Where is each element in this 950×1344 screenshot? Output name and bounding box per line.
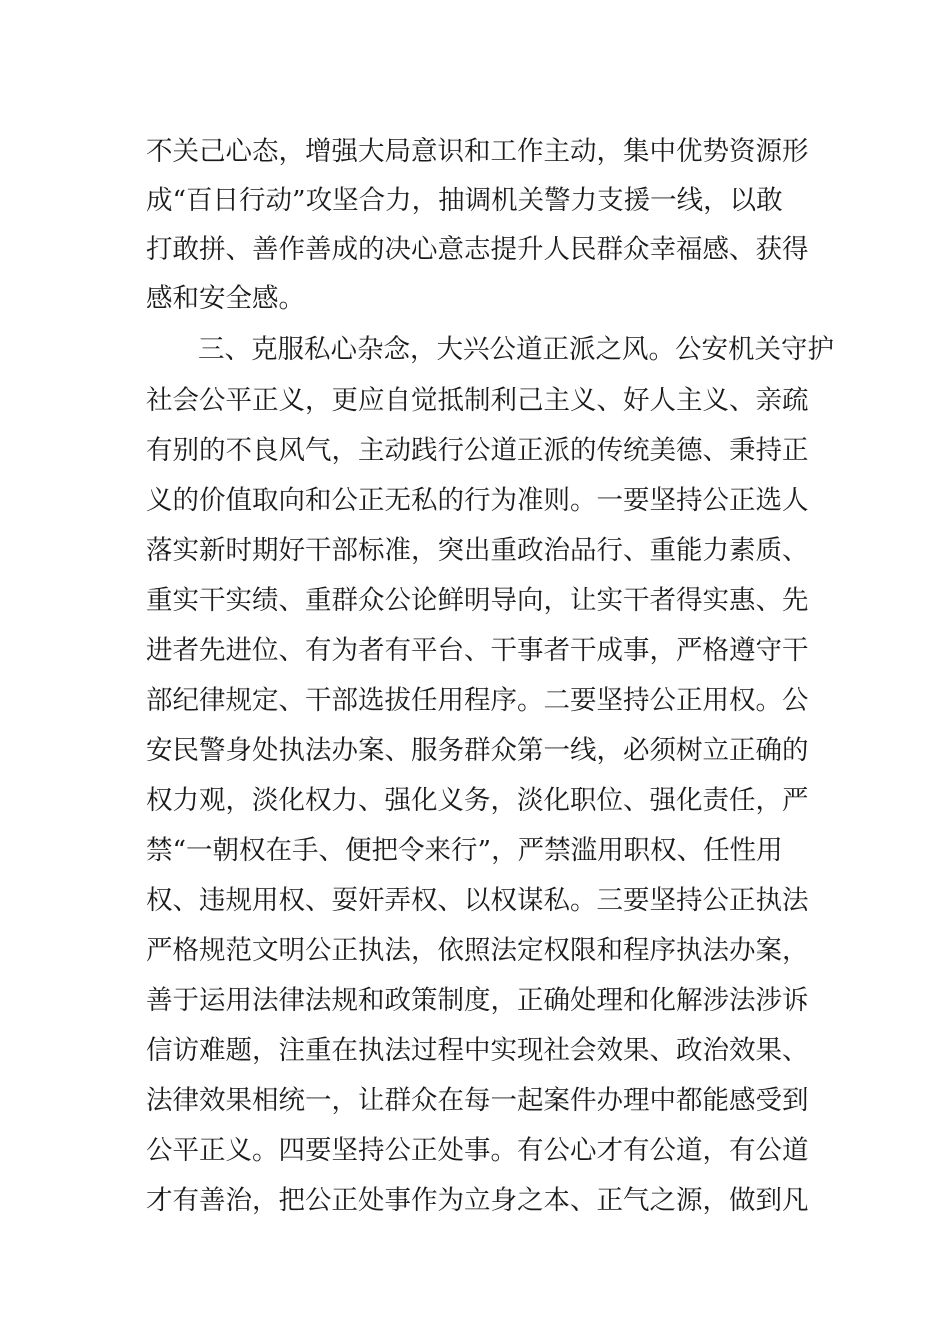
text-line: 落实新时期好干部标准，突出重政治品行、重能力素质、 bbox=[146, 535, 809, 566]
text-line: 社会公平正义，更应自觉抵制利己主义、好人主义、亲疏 bbox=[146, 385, 809, 416]
text-line: 部纪律规定、干部选拔任用程序。二要坚持公正用权。公 bbox=[146, 685, 809, 716]
text-line: 权力观，淡化权力、强化义务，淡化职位、强化责任，严 bbox=[146, 785, 809, 816]
text-line: 权、违规用权、耍奸弄权、以权谋私。三要坚持公正执法 bbox=[146, 885, 809, 916]
text-line: 法律效果相统一，让群众在每一起案件办理中都能感受到 bbox=[146, 1085, 809, 1116]
text-line: 严格规范文明公正执法，依照法定权限和程序执法办案， bbox=[146, 935, 809, 966]
text-line: 打敢拼、善作善成的决心意志提升人民群众幸福感、获得 bbox=[146, 234, 809, 265]
text-line: 才有善治，把公正处事作为立身之本、正气之源，做到凡 bbox=[146, 1185, 809, 1216]
text-line: 公平正义。四要坚持公正处事。有公心才有公道，有公道 bbox=[146, 1135, 809, 1166]
text-line: 善于运用法律法规和政策制度，正确处理和化解涉法涉诉 bbox=[146, 985, 809, 1016]
text-line: 信访难题，注重在执法过程中实现社会效果、政治效果、 bbox=[146, 1035, 809, 1066]
text-line: 重实干实绩、重群众公论鲜明导向，让实干者得实惠、先 bbox=[146, 585, 809, 616]
section-heading-line: 三、克服私心杂念，大兴公道正派之风。公安机关守护 bbox=[198, 334, 834, 365]
text-line: 有别的不良风气，主动践行公道正派的传统美德、秉持正 bbox=[146, 435, 809, 466]
text-line: 不关己心态，增强大局意识和工作主动，集中优势资源形 bbox=[146, 136, 809, 167]
text-line: 安民警身处执法办案、服务群众第一线，必须树立正确的 bbox=[146, 735, 809, 766]
text-line: 感和安全感。 bbox=[146, 283, 305, 314]
text-line: 义的价值取向和公正无私的行为准则。一要坚持公正选人 bbox=[146, 485, 809, 516]
text-line: 禁“一朝权在手、便把令来行”，严禁滥用职权、任性用 bbox=[146, 835, 783, 866]
text-line: 进者先进位、有为者有平台、干事者干成事，严格遵守干 bbox=[146, 635, 809, 666]
text-line: 成“百日行动”攻坚合力，抽调机关警力支援一线，以敢 bbox=[146, 185, 783, 216]
